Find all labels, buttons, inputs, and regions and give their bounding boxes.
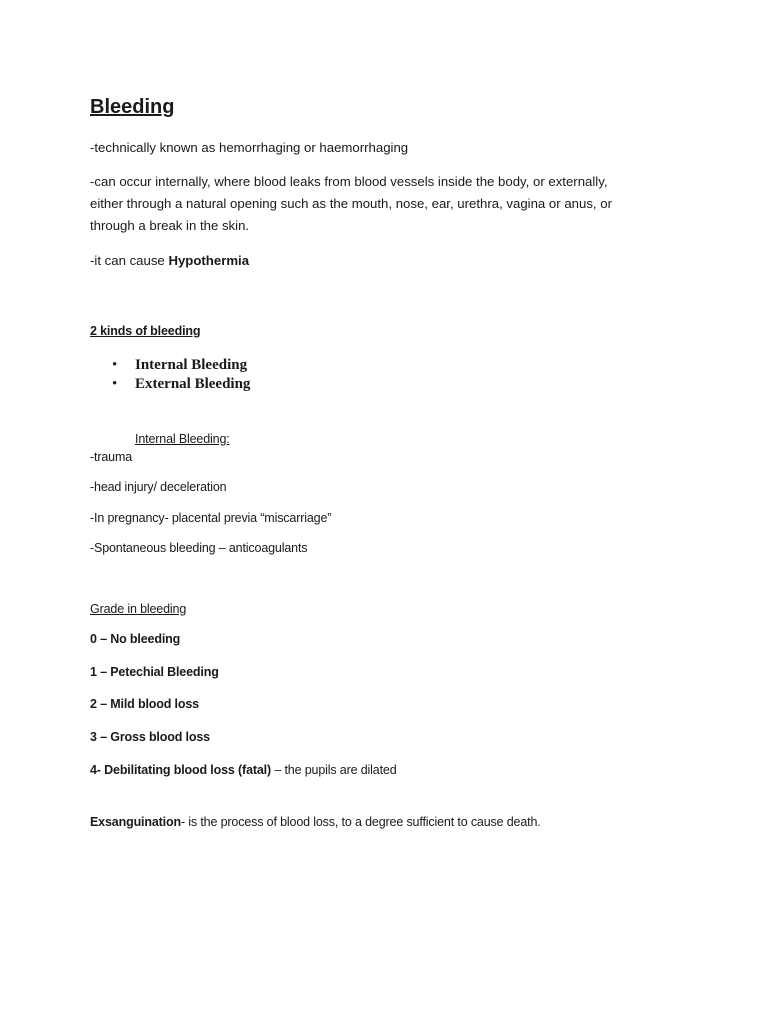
internal-item: -Spontaneous bleeding – anticoagulants: [90, 541, 308, 555]
cause-term: Hypothermia: [168, 253, 250, 268]
intro-line: either through a natural opening such as the mouth, nose, ear, urethra, vagina or anus, or: [90, 196, 612, 211]
definition-text: - is the process of blood loss, to a degree sufficient to cause death.: [180, 815, 541, 829]
grade-item: 3 – Gross blood loss: [90, 730, 210, 744]
grade-label: 4- Debilitating blood loss (fatal): [90, 763, 272, 777]
internal-item: -trauma: [90, 450, 133, 464]
kinds-heading: 2 kinds of bleeding: [90, 324, 201, 338]
intro-line: -can occur internally, where blood leaks from blood vessels inside the body, or externally,: [90, 174, 608, 189]
cause-line: [90, 250, 249, 272]
intro-line: -technically known as hemorrhaging or haemorrhaging: [90, 140, 409, 155]
list-item: [112, 375, 250, 394]
kinds-list: [112, 356, 250, 394]
intro-line: through a break in the skin.: [90, 218, 250, 233]
grade-item: 1 – Petechial Bleeding: [90, 665, 219, 679]
internal-heading: Internal Bleeding:: [135, 432, 230, 446]
grade-item: 2 – Mild blood loss: [90, 697, 199, 711]
list-item-label: Internal Bleeding: [135, 357, 248, 373]
list-item-label: External Bleeding: [135, 376, 251, 392]
internal-item: -In pregnancy- placental previa “miscarriage”: [90, 511, 332, 525]
list-item: [112, 356, 250, 375]
grades-heading: Grade in bleeding: [90, 602, 187, 616]
internal-item: -head injury/ deceleration: [90, 480, 227, 494]
definition-line: [90, 811, 541, 833]
grade-item: 0 – No bleeding: [90, 632, 181, 646]
page-title: Bleeding: [90, 96, 175, 118]
grade-item: [90, 759, 397, 781]
definition-term: Exsanguination: [90, 815, 181, 829]
bullet-icon: •: [112, 376, 118, 392]
cause-prefix: -it can cause: [90, 253, 169, 268]
bullet-icon: •: [112, 357, 118, 373]
grade-note: – the pupils are dilated: [271, 763, 397, 777]
